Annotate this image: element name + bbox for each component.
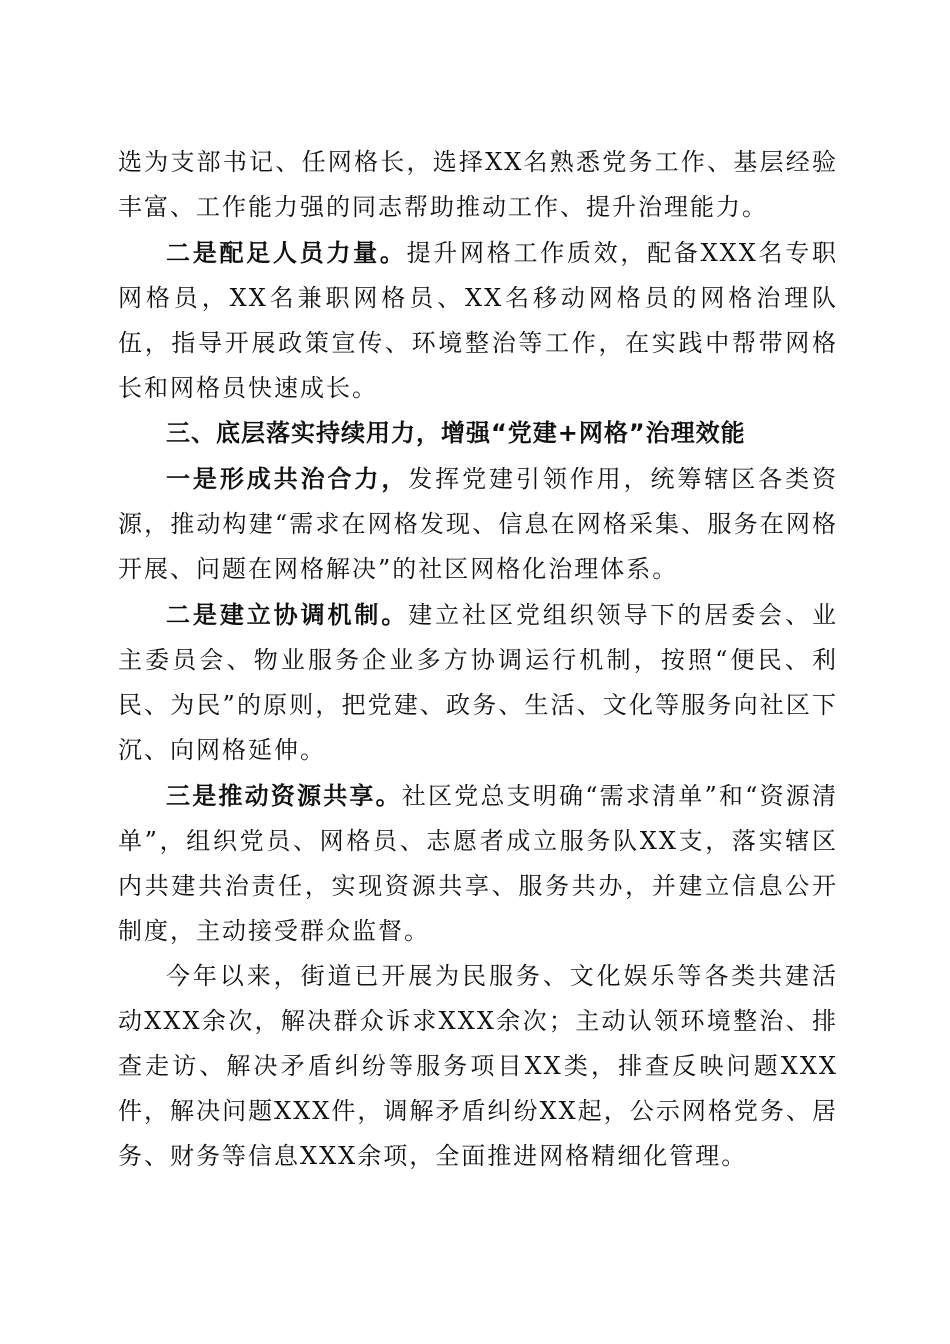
paragraph-text: 社区党总支明确“需求清单”和“资源清单”，组织党员、网格员、志愿者成立服务队XX支，落实辖区内共建共治责任，实现资源共享、服务共办，并建立信息公开制度，主动接受群众监督。	[118, 782, 838, 945]
paragraph-text: 提升网格工作质效，配备XXX名专职网格员，XX名兼职网格员、XX名移动网格员的网格治理队伍，指导开展政策宣传、环境整治等工作，在实践中帮带网格长和网格员快速成长。	[118, 239, 839, 402]
paragraph-text: 选为支部书记、任网格长，选择XX名熟悉党务工作、基层经验丰富、工作能力强的同志帮助推动工作、提升治理能力。	[118, 148, 838, 221]
section-heading: 三、底层落实持续用力，增强“党建+网格”治理效能	[166, 419, 746, 447]
paragraph-coordination	[118, 592, 838, 773]
paragraph-lead: 三是推动资源共享。	[166, 781, 402, 810]
paragraph-text: 建立社区党组织领导下的居委会、业主委员会、物业服务企业多方协调运行机制，按照“便民、利民、为民”的原则，把党建、政务、生活、文化等服务向社区下沉、向网格延伸。	[118, 601, 838, 764]
paragraph-resource-sharing	[118, 773, 838, 954]
paragraph-staffing	[118, 230, 838, 411]
paragraph-summary	[118, 954, 838, 1179]
paragraph-co-governance	[118, 456, 838, 592]
paragraph-text: 今年以来，街道已开展为民服务、文化娱乐等各类共建活动XXX余次，解决群众诉求XXX余次；主动认领环境整治、排查走访、解决矛盾纠纷等服务项目XX类，排查反映问题XXX件，解决问题XXX件，调解矛盾纠纷XX起，公示网格党务、居务、财务等信息XXX余项，全面推进网格精细化管理。	[118, 962, 838, 1170]
paragraph-text: 发挥党建引领作用，统筹辖区各类资源，推动构建“需求在网格发现、信息在网格采集、服务在网格开展、问题在网格解决”的社区网格化治理体系。	[118, 465, 838, 583]
paragraph-lead: 一是形成共治合力，	[166, 464, 409, 493]
paragraph-lead: 二是配足人员力量。	[166, 238, 407, 267]
document-body	[118, 140, 838, 1179]
paragraph-continuation	[118, 140, 838, 230]
paragraph-lead: 二是建立协调机制。	[166, 600, 409, 629]
